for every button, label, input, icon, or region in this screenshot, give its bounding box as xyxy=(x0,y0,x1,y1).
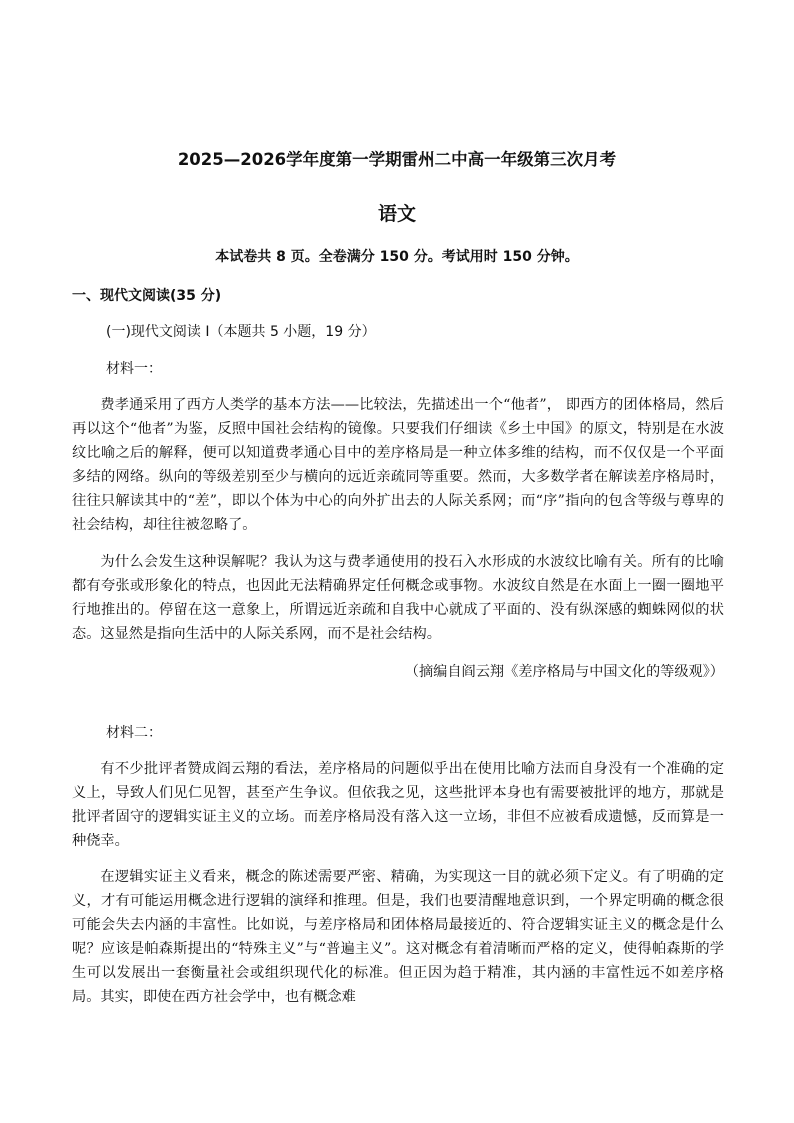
sub-section-heading: (一)现代文阅读 I（本题共 5 小题，19 分） xyxy=(106,324,376,340)
material-two-label: 材料二： xyxy=(106,725,162,741)
subject-title: 语文 xyxy=(377,203,416,225)
material-two-paragraph-2: 在逻辑实证主义看来，概念的陈述需要严密、精确，为实现这一目的就必须下定义。有了明确的定义，才有可能运用概念进行逻辑的演绎和推理。但是，我们也要清醒地意识到，一个界定明确的概念很可能会失去内涵的丰富性。比如说，与差序格局和团体格局最接近的、符合逻辑实证主义的概念是什么呢？应该是帕森斯提出的“特殊主义”与“普遍主义”。这对概念有着清晰而严格的定义，使得帕森斯的学生可以发展出一套衡量社会或组织现代化的标准。但正因为趋于精准，其内涵的丰富性远不如差序格局。其实，即使在西方社会学中，也有概念难 xyxy=(72,869,724,1005)
material-two-paragraph-1: 有不少批评者赞成阎云翔的看法，差序格局的问题似乎出在使用比喻方法而自身没有一个准确的定义上，导致人们见仁见智，甚至产生争议。但依我之见，这些批评本身也有需要被批评的地方，那就是批评者固守的逻辑实证主义的立场。而差序格局没有落入这一立场，非但不应被看成遗憾，反而算是一种侥幸。 xyxy=(72,761,724,849)
material-one-citation: （摘编自阎云翔《差序格局与中国文化的等级观》） xyxy=(404,664,724,680)
exam-info: 本试卷共 8 页。全卷满分 150 分。考试用时 150 分钟。 xyxy=(215,249,579,265)
material-one-label: 材料一： xyxy=(106,361,162,377)
section-heading: 一、现代文阅读(35 分) xyxy=(72,288,222,304)
exam-title: 2025—2026学年度第一学期雷州二中高一年级第三次月考 xyxy=(177,150,617,169)
material-one-paragraph-1: 费孝通采用了西方人类学的基本方法——比较法，先描述出一个“他者”， 即西方的团体格局，然后再以这个“他者”为鉴，反照中国社会结构的镜像。只要我们仔细读《乡土中国》的原文，特别是在水波纹比喻之后的解释，便可以知道费孝通心目中的差序格局是一种立体多维的结构，而不仅仅是一个平面多结的网络。纵向的等级差别至少与横向的远近亲疏同等重要。然而，大多数学者在解读差序格局时，往往只解读其中的“差”，即以个体为中心的向外扩出去的人际关系网；而“序”指向的包含等级与尊卑的社会结构，却往往被忽略了。 xyxy=(72,397,724,533)
material-one-paragraph-2: 为什么会发生这种误解呢？我认为这与费孝通使用的投石入水形成的水波纹比喻有关。所有的比喻都有夸张或形象化的特点，也因此无法精确界定任何概念或事物。水波纹自然是在水面上一圈一圈地平行地推出的。停留在这一意象上，所谓远近亲疏和自我中心就成了平面的、没有纵深感的蜘蛛网似的状态。这显然是指向生活中的人际关系网，而不是社会结构。 xyxy=(72,554,724,642)
